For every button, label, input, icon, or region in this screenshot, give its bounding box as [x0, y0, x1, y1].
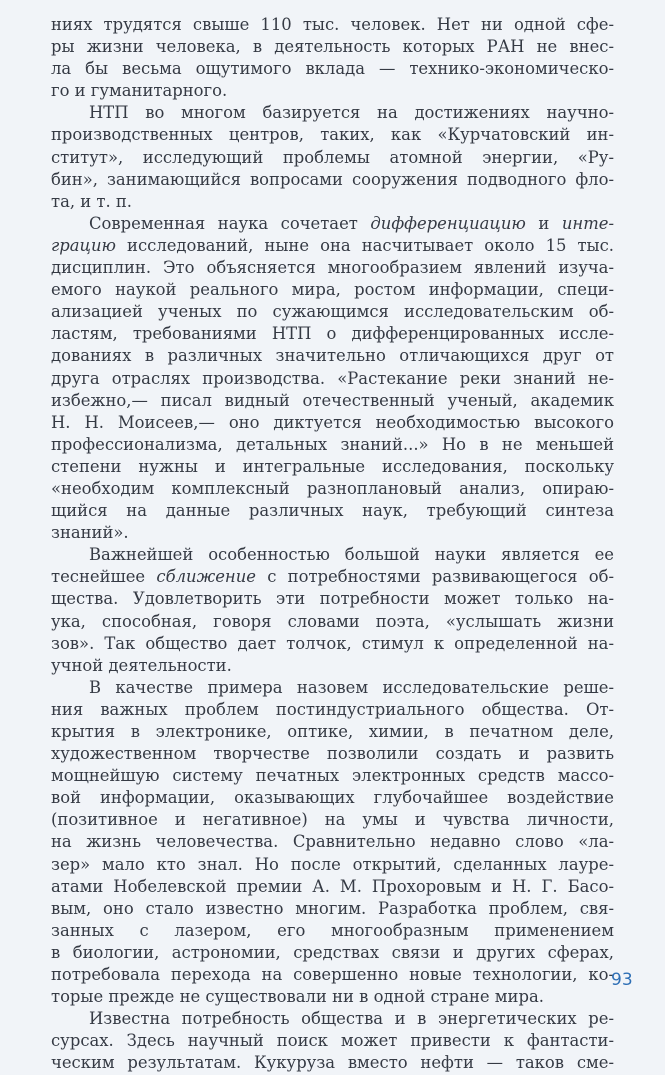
text-line: [51, 986, 614, 1008]
text-segment: друга отраслях производства. «Растекание реки знаний не-: [51, 368, 614, 388]
text-line: [51, 699, 614, 721]
text-segment: сурсах. Здесь научный поиск может привести к фантасти-: [51, 1031, 614, 1051]
italic-term: грацию: [51, 235, 116, 255]
text-line: [51, 920, 614, 942]
text-line: [51, 633, 614, 655]
text-line: [51, 500, 614, 522]
text-line: [51, 58, 614, 80]
italic-term: инте-: [561, 213, 614, 233]
text-line: [51, 831, 614, 853]
text-segment: в биологии, астрономии, средствах связи и других сферах,: [51, 942, 614, 962]
text-segment: мощнейшую систему печатных электронных средств массо-: [51, 766, 614, 786]
text-line: [51, 14, 614, 36]
text-line: [51, 478, 614, 500]
text-segment: (позитивное и негативное) на умы и чувства личности,: [51, 810, 614, 830]
text-segment: зер» мало кто знал. Но после открытий, сделанных лауре-: [51, 854, 614, 874]
text-segment: емого наукой реального мира, ростом информации, специ-: [51, 280, 614, 300]
text-segment: ческим результатам. Кукуруза вместо нефти — таков сме-: [51, 1053, 614, 1073]
italic-term: сближение: [156, 567, 256, 587]
text-segment: занных с лазером, его многообразным применением: [51, 920, 614, 940]
text-line: [51, 323, 614, 345]
text-segment: ния важных проблем постиндустриального общества. От-: [51, 699, 614, 719]
text-line: [51, 522, 614, 544]
text-segment: на жизнь человечества. Сравнительно недавно слово «ла-: [51, 832, 614, 852]
text-line: [51, 611, 614, 633]
text-segment: ры жизни человека, в деятельность которых РАН не внес-: [51, 37, 614, 57]
text-line: [51, 765, 614, 787]
text-segment: ализацией ученых по сужающимся исследовательским об-: [51, 302, 614, 322]
text-segment: исследований, ныне она насчитывает около 15 тыс.: [115, 235, 614, 255]
text-segment: НТП во многом базируется на достижениях научно-: [89, 103, 614, 123]
text-line: [51, 80, 614, 102]
text-line: [51, 677, 614, 699]
text-line: [51, 434, 614, 456]
text-segment: с потребностями развивающегося об-: [255, 567, 614, 587]
text-segment: В качестве примера назовем исследовательские реше-: [89, 677, 614, 697]
text-line: [51, 787, 614, 809]
text-segment: атами Нобелевской премии А. М. Прохоровым и Н. Г. Басо-: [51, 876, 614, 896]
text-line: [51, 102, 614, 124]
text-line: [51, 456, 614, 478]
italic-term: дифференциацию: [370, 213, 526, 233]
text-line: [51, 721, 614, 743]
text-segment: и: [525, 213, 562, 233]
text-line: [51, 544, 614, 566]
text-segment: знаний».: [51, 523, 129, 543]
text-segment: теснейшее: [51, 567, 157, 587]
text-segment: потребовала перехода на совершенно новые технологии, ко-: [51, 965, 614, 985]
text-segment: ука, способная, говоря словами поэта, «услышать жизни: [51, 611, 614, 631]
text-segment: крытия в электронике, оптике, химии, в печатном деле,: [51, 722, 614, 741]
text-line: [51, 809, 614, 831]
text-line: [51, 368, 614, 390]
text-line: [51, 655, 614, 677]
text-line: [51, 124, 614, 146]
text-line: [51, 390, 614, 412]
text-segment: Известна потребность общества и в энергетических ре-: [89, 1009, 614, 1029]
text-line: [51, 345, 614, 367]
text-line: [51, 854, 614, 876]
text-segment: Н. Н. Моисеев,— оно диктуется необходимостью высокого: [51, 412, 614, 432]
text-line: [51, 898, 614, 920]
text-line: [51, 36, 614, 58]
text-line: [51, 1030, 614, 1052]
text-line: [51, 213, 614, 235]
text-segment: щийся на данные различных наук, требующий синтеза: [51, 501, 614, 521]
text-line: [51, 1008, 614, 1030]
text-line: [51, 964, 614, 986]
text-line: [51, 147, 614, 169]
text-segment: художественном творчестве позволили создать и развить: [51, 744, 614, 764]
text-line: [51, 235, 614, 257]
text-segment: ластям, требованиями НТП о дифференцированных иссле-: [51, 324, 614, 344]
text-line: [51, 743, 614, 765]
text-line: [51, 191, 614, 213]
text-segment: бин», занимающийся вопросами сооружения подводного фло-: [51, 169, 614, 189]
text-segment: Современная наука сочетает: [89, 213, 371, 233]
text-segment: степени нужны и интегральные исследования, поскольку: [51, 456, 614, 476]
text-segment: вым, оно стало известно многим. Разработка проблем, свя-: [51, 898, 614, 918]
body-text: [51, 14, 614, 1075]
text-segment: ниях трудятся свыше 110 тыс. человек. Нет ни одной сфе-: [51, 15, 614, 34]
text-segment: та, и т. п.: [51, 191, 133, 211]
text-segment: ла бы весьма ощутимого вклада — технико-экономическо-: [51, 59, 614, 79]
page-number: 93: [611, 970, 633, 990]
text-segment: избежно,— писал видный отечественный ученый, академик: [51, 390, 614, 410]
text-line: [51, 301, 614, 323]
text-line: [51, 412, 614, 434]
text-segment: профессионализма, детальных знаний...» Но в не меньшей: [51, 434, 614, 454]
text-segment: щества. Удовлетворить эти потребности может только на-: [51, 589, 614, 609]
text-line: [51, 169, 614, 191]
text-segment: ститут», исследующий проблемы атомной энергии, «Ру-: [51, 147, 614, 167]
text-line: [51, 942, 614, 964]
text-segment: го и гуманитарного.: [51, 81, 228, 101]
text-segment: вой информации, оказывающих глубочайшее воздействие: [51, 788, 614, 808]
text-segment: «необходим комплексный разноплановый анализ, опираю-: [51, 478, 614, 498]
text-segment: Важнейшей особенностью большой науки является ее: [89, 545, 614, 565]
text-line: [51, 1052, 614, 1074]
text-line: [51, 257, 614, 279]
text-segment: торые прежде не существовали ни в одной стране мира.: [51, 987, 544, 1007]
text-segment: дисциплин. Это объясняется многообразием явлений изуча-: [51, 258, 614, 278]
text-segment: учной деятельности.: [51, 655, 232, 675]
text-line: [51, 279, 614, 301]
text-segment: производственных центров, таких, как «Курчатовский ин-: [51, 125, 614, 145]
text-line: [51, 876, 614, 898]
text-segment: зов». Так общество дает толчок, стимул к определенной на-: [51, 633, 614, 653]
text-line: [51, 566, 614, 588]
text-line: [51, 588, 614, 610]
text-segment: дованиях в различных значительно отличающихся друг от: [51, 346, 614, 366]
